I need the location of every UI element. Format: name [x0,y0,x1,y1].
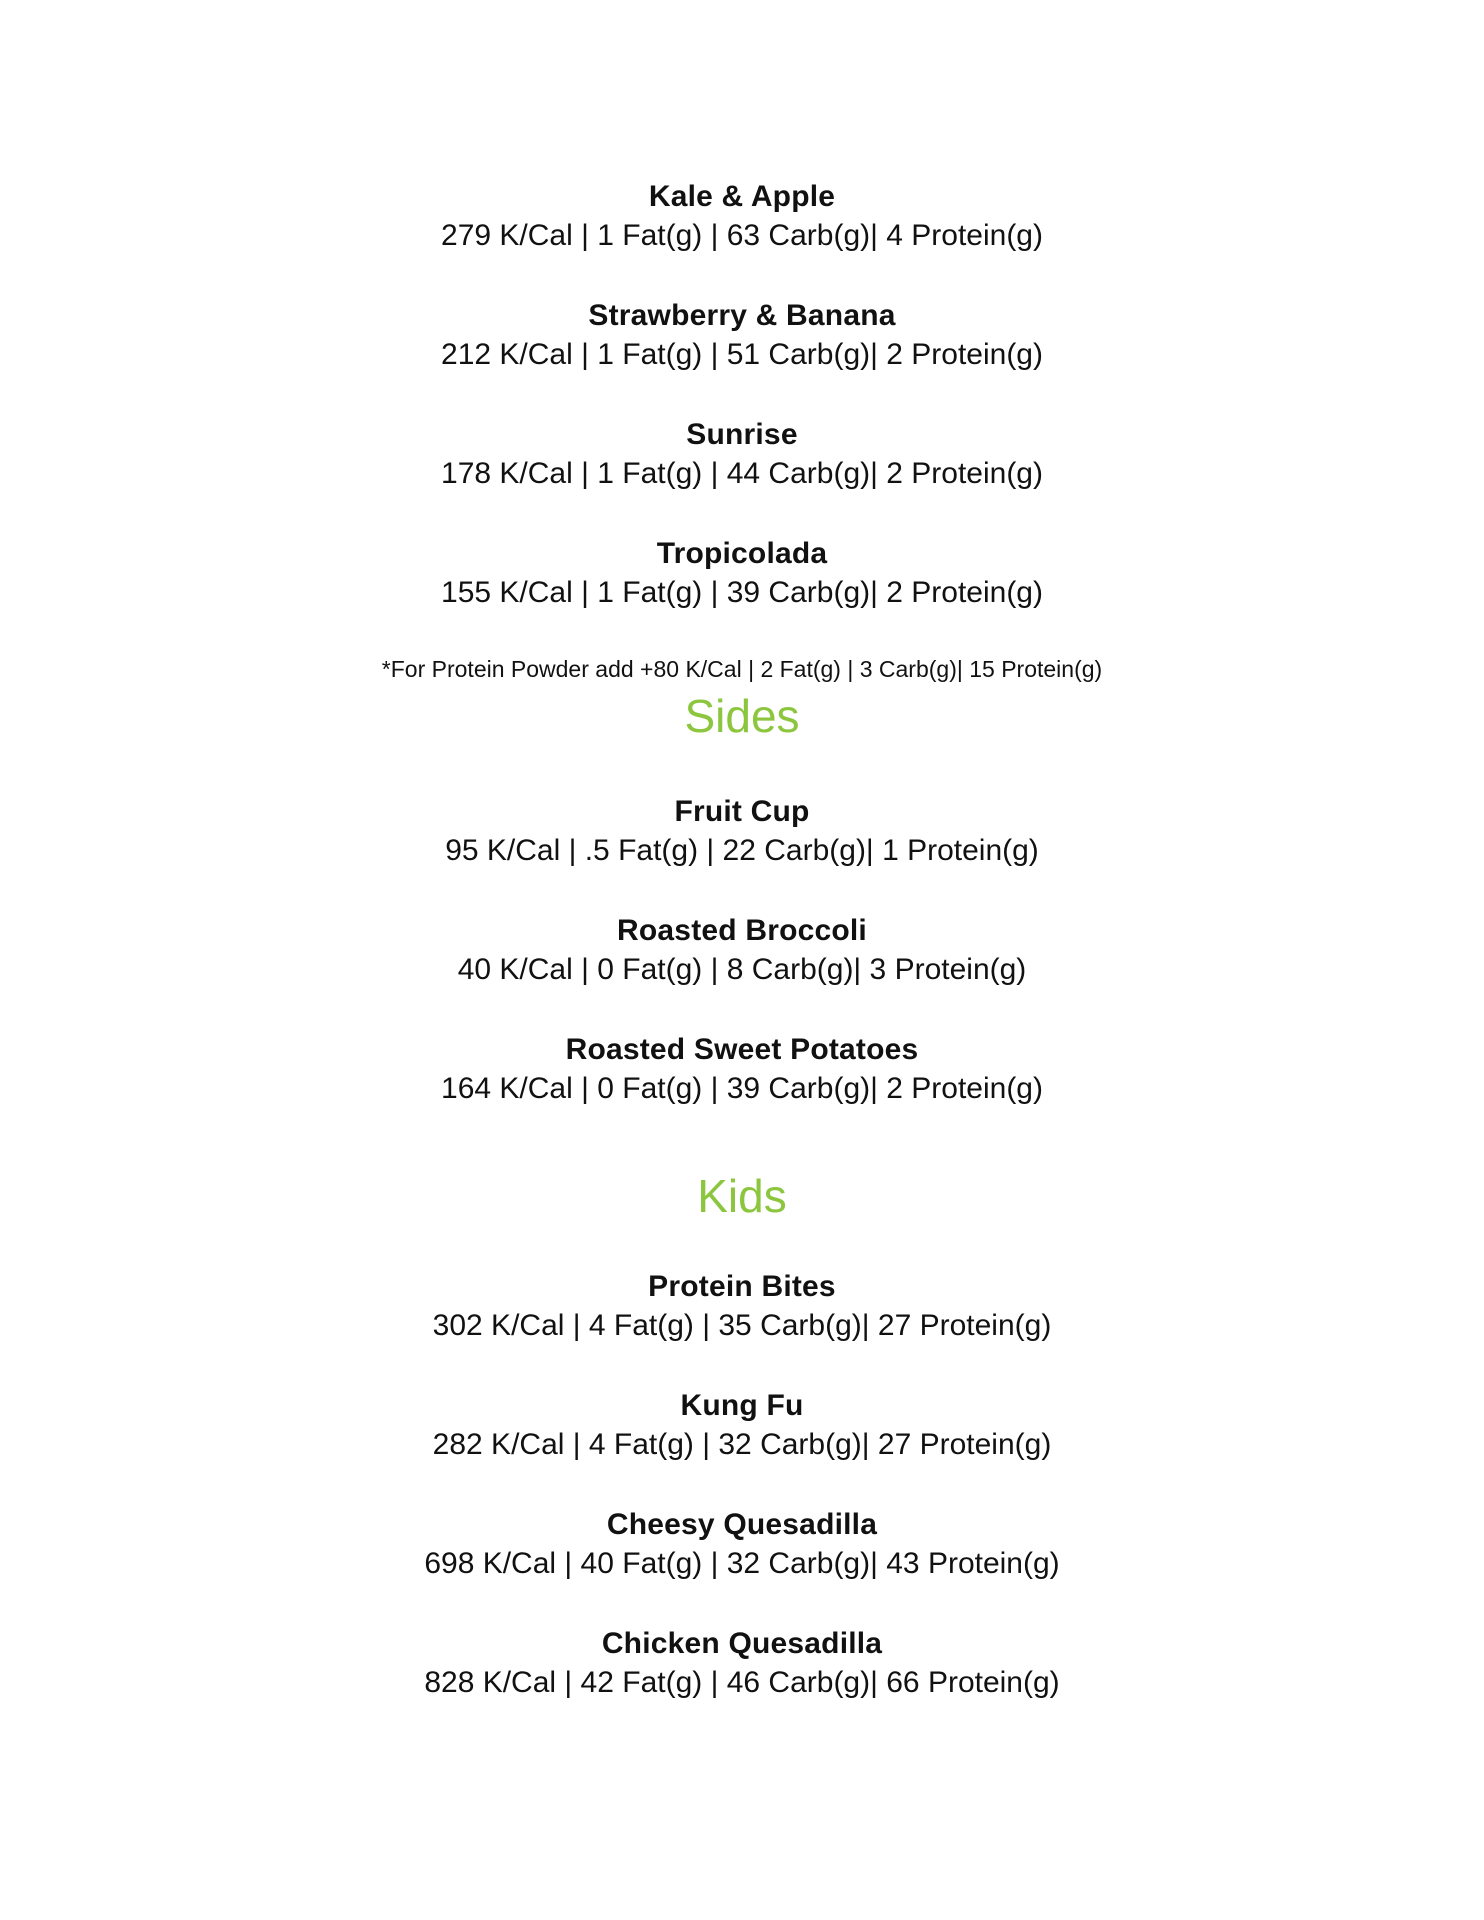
menu-item [0,1268,1484,1346]
item-name: Roasted Sweet Potatoes [565,1033,919,1066]
item-name: Protein Bites [648,1270,836,1303]
item-nutrition: 40 K/Cal | 0 Fat(g) | 8 Carb(g)| 3 Protein(g) [457,953,1027,986]
item-name: Cheesy Quesadilla [606,1508,878,1541]
menu-item [0,1031,1484,1109]
menu-item [0,178,1484,256]
menu-item [0,1387,1484,1465]
item-nutrition: 95 K/Cal | .5 Fat(g) | 22 Carb(g)| 1 Protein(g) [445,834,1039,867]
item-nutrition: 282 K/Cal | 4 Fat(g) | 32 Carb(g)| 27 Protein(g) [432,1428,1052,1461]
item-name: Sunrise [686,418,798,451]
item-nutrition: 178 K/Cal | 1 Fat(g) | 44 Carb(g)| 2 Protein(g) [441,457,1043,490]
item-name: Kale & Apple [648,180,836,213]
item-nutrition: 302 K/Cal | 4 Fat(g) | 35 Carb(g)| 27 Protein(g) [432,1309,1052,1342]
menu-item [0,912,1484,990]
menu-item [0,297,1484,375]
menu-item [0,1506,1484,1584]
section-title-sides: Sides [684,690,800,742]
protein-powder-note: *For Protein Powder add +80 K/Cal | 2 Fat(g) | 3 Carb(g)| 15 Protein(g) [381,656,1103,682]
item-name: Tropicolada [656,537,828,570]
menu-item [0,793,1484,871]
item-name: Fruit Cup [674,795,810,828]
item-nutrition: 828 K/Cal | 42 Fat(g) | 46 Carb(g)| 66 Protein(g) [424,1666,1060,1699]
item-name: Chicken Quesadilla [601,1627,883,1660]
item-name: Strawberry & Banana [588,299,896,332]
item-nutrition: 212 K/Cal | 1 Fat(g) | 51 Carb(g)| 2 Protein(g) [441,338,1043,371]
section-title-kids: Kids [697,1170,787,1222]
menu-item [0,1625,1484,1703]
item-name: Roasted Broccoli [617,914,867,947]
item-name: Kung Fu [680,1389,804,1422]
item-nutrition: 279 K/Cal | 1 Fat(g) | 63 Carb(g)| 4 Protein(g) [441,219,1043,252]
menu-item [0,535,1484,613]
item-nutrition: 698 K/Cal | 40 Fat(g) | 32 Carb(g)| 43 Protein(g) [424,1547,1060,1580]
item-nutrition: 155 K/Cal | 1 Fat(g) | 39 Carb(g)| 2 Protein(g) [441,576,1043,609]
item-nutrition: 164 K/Cal | 0 Fat(g) | 39 Carb(g)| 2 Protein(g) [441,1072,1043,1105]
menu-item [0,416,1484,494]
